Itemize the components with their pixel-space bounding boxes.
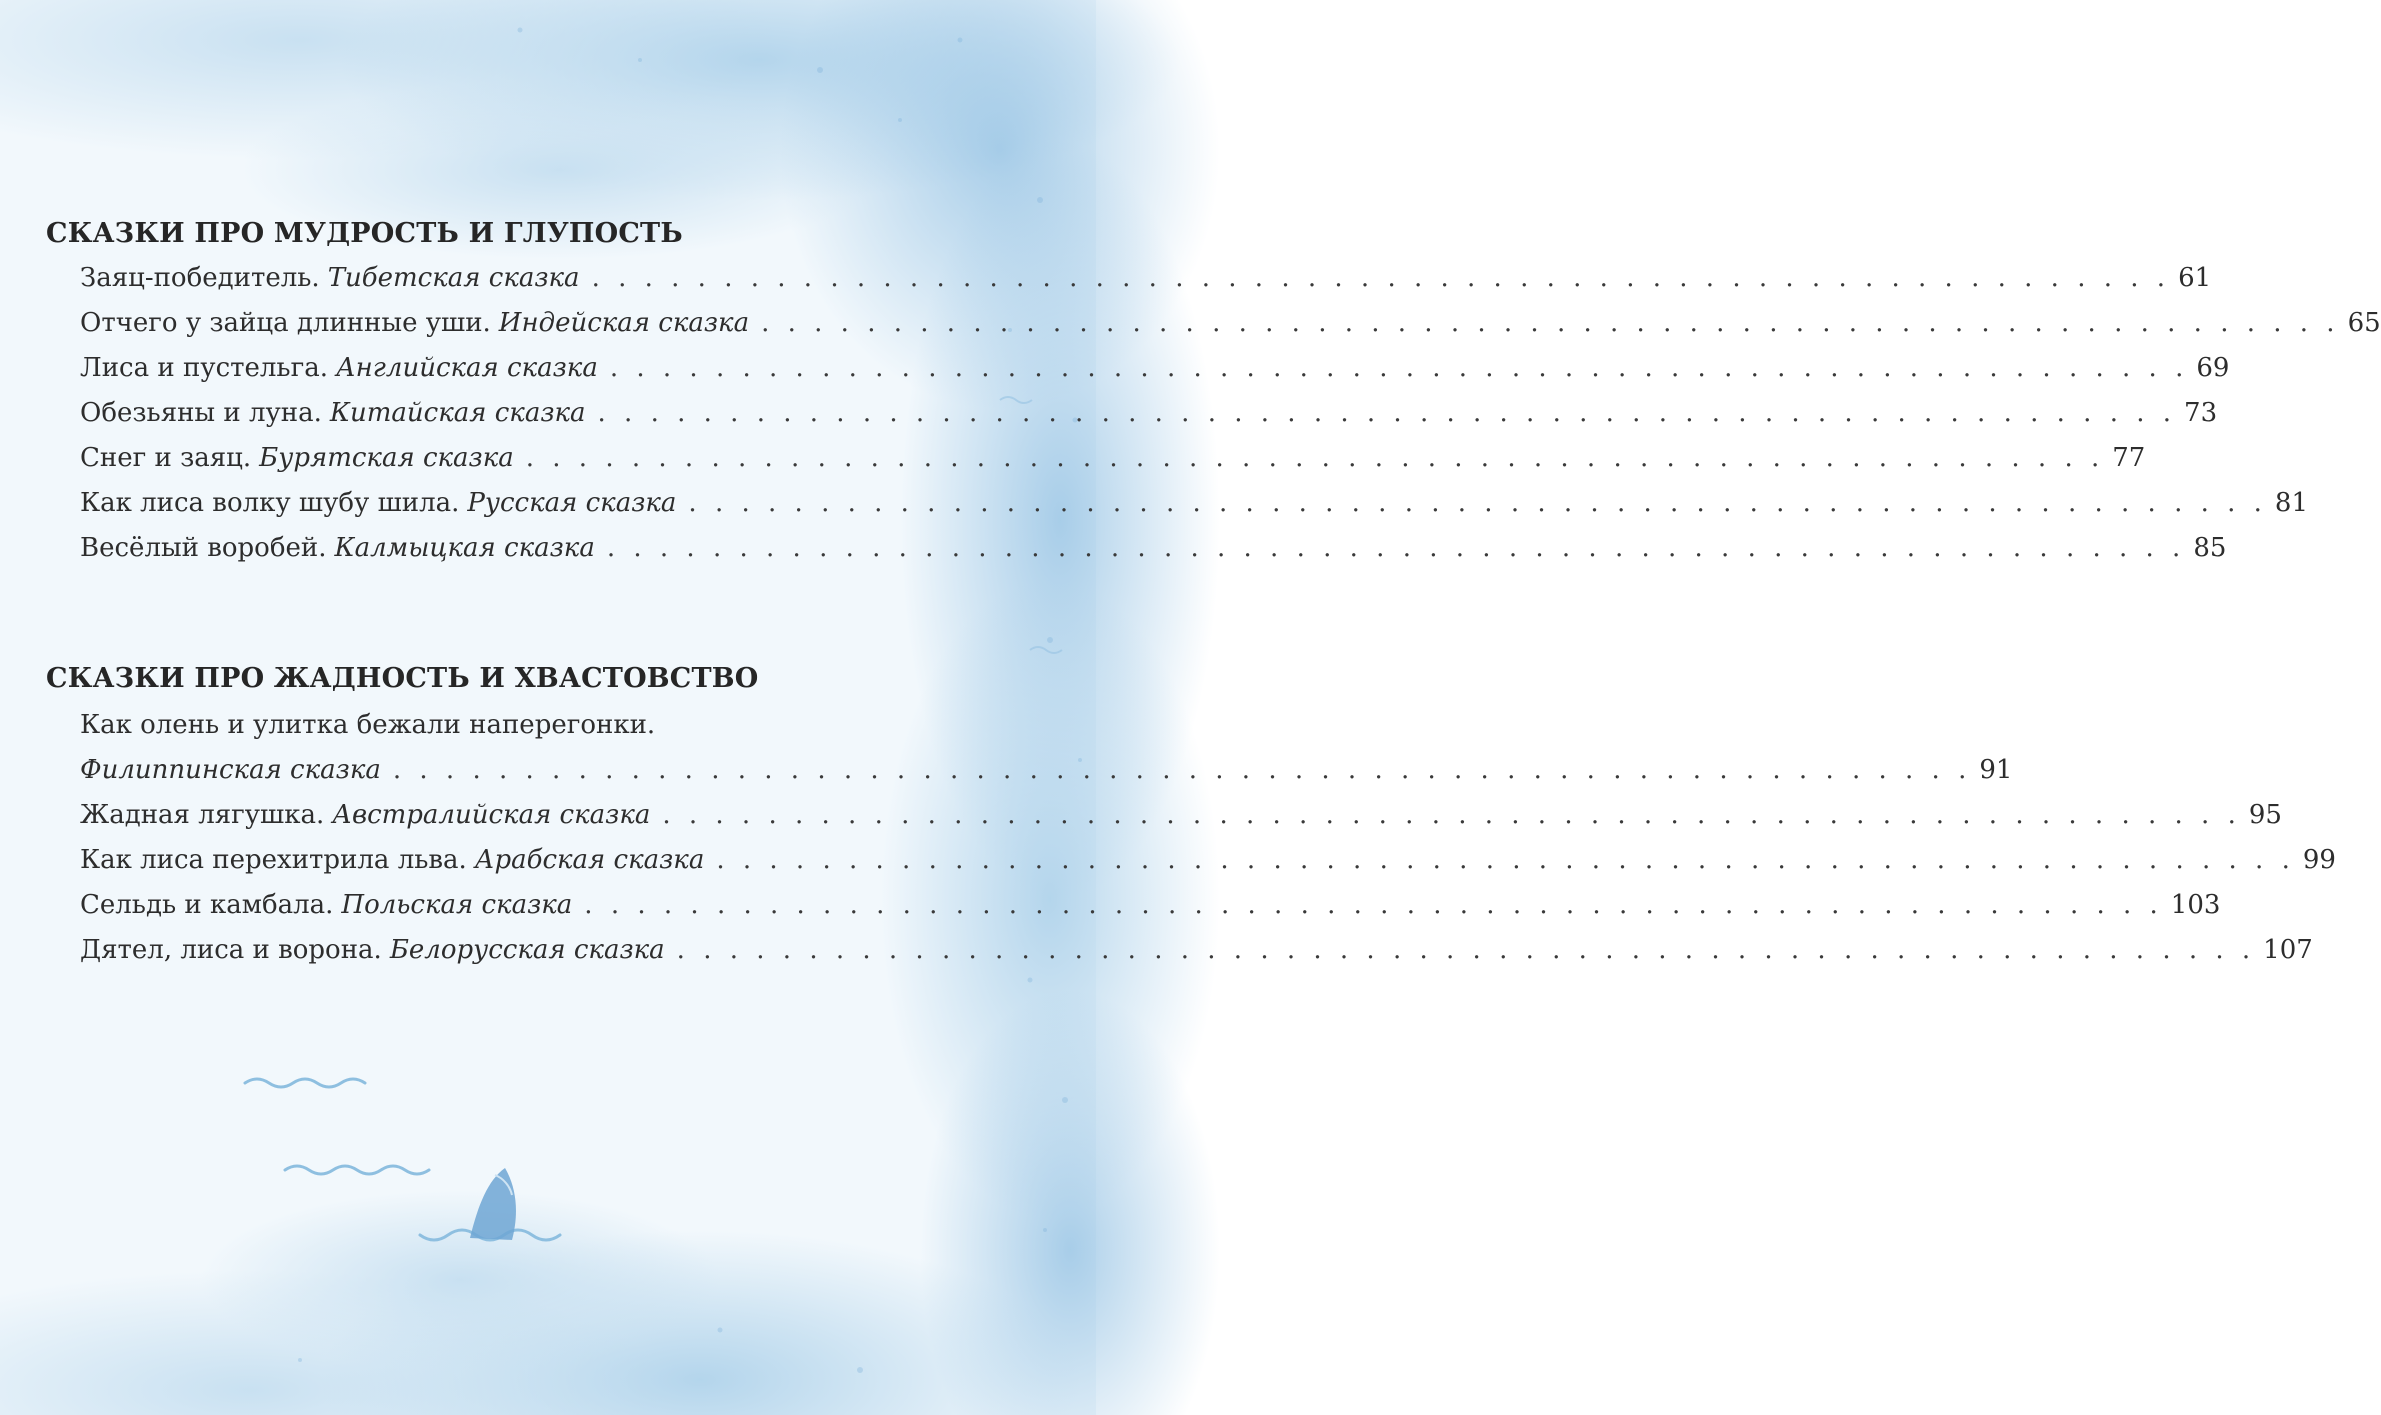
dot-leader: . . . . . . . . . . . . . . . . . . . . . . . . . . . . . . . . . . . . . . . . . . . . . . . . . . . . . . . . . . . . — [606, 533, 2186, 563]
page-number: 61 — [2178, 263, 2212, 293]
toc-entry[interactable] — [80, 443, 2146, 483]
page-number: 69 — [2196, 353, 2230, 383]
entry-title: Как лиса волку шубу шила. — [80, 488, 460, 518]
dot-leader: . . . . . . . . . . . . . . . . . . . . . . . . . . . . . . . . . . . . . . . . . . . . . . . . . . . . . . . . . . . . — [525, 443, 2105, 473]
page-number: 65 — [2347, 308, 2381, 338]
entry-origin: Индейская сказка — [498, 308, 750, 338]
section-heading: СКАЗКИ ПРО МУДРОСТЬ И ГЛУПОСТЬ — [46, 218, 683, 249]
dot-leader: . . . . . . . . . . . . . . . . . . . . . . . . . . . . . . . . . . . . . . . . . . . . . . . . . . . . . . . . . . . . — [676, 935, 2256, 965]
page-number: 85 — [2193, 533, 2227, 563]
page-number: 81 — [2274, 488, 2309, 518]
page-number: 91 — [1979, 755, 2013, 785]
entry-origin: Калмыцкая сказка — [334, 533, 595, 563]
page-number: 99 — [2302, 845, 2336, 875]
toc-entry[interactable] — [80, 398, 2218, 438]
page-number: 73 — [2184, 398, 2218, 428]
entry-title: Весёлый воробей. — [80, 533, 327, 563]
entry-origin: Филиппинская сказка — [80, 755, 381, 785]
toc-entry[interactable] — [80, 533, 2227, 573]
entry-title-line[interactable]: Как олень и улитка бежали наперегонки. — [80, 710, 656, 740]
dot-leader: . . . . . . . . . . . . . . . . . . . . . . . . . . . . . . . . . . . . . . . . . . . . . . . . . . . . . . . . . . . . — [716, 845, 2295, 875]
page-number: 95 — [2248, 800, 2282, 830]
entry-origin: Русская сказка — [467, 488, 677, 518]
dot-leader: . . . . . . . . . . . . . . . . . . . . . . . . . . . . . . . . . . . . . . . . . . . . . . . . . . . . . . . . . . . . — [597, 398, 2177, 428]
toc-entry[interactable] — [80, 488, 2309, 528]
dot-leader: . . . . . . . . . . . . . . . . . . . . . . . . . . . . . . . . . . . . . . . . . . . . . . . . . . . . . . . . . . . . — [591, 263, 2171, 293]
dot-leader: . . . . . . . . . . . . . . . . . . . . . . . . . . . . . . . . . . . . . . . . . . . . . . . . . . . . . . . . . . . . — [609, 353, 2189, 383]
entry-origin: Польская сказка — [341, 890, 573, 920]
page-number: 107 — [2263, 935, 2313, 965]
toc-entry[interactable] — [80, 353, 2230, 393]
entry-origin: Английская сказка — [335, 353, 598, 383]
dot-leader: . . . . . . . . . . . . . . . . . . . . . . . . . . . . . . . . . . . . . . . . . . . . . . . . . . . . . . . . . . . . — [584, 890, 2163, 920]
dot-leader: . . . . . . . . . . . . . . . . . . . . . . . . . . . . . . . . . . . . . . . . . . . . . . . . . . . . . . . . . . . . — [688, 488, 2267, 518]
entry-title: Отчего у зайца длинные уши. — [80, 308, 491, 338]
toc-entry[interactable] — [80, 308, 2381, 348]
entry-title: Снег и заяц. — [80, 443, 252, 473]
section-heading: СКАЗКИ ПРО ЖАДНОСТЬ И ХВАСТОВСТВО — [46, 663, 759, 694]
entry-origin: Тибетская сказка — [327, 263, 580, 293]
entry-origin: Арабская сказка — [474, 845, 705, 875]
entry-origin: Бурятская сказка — [259, 443, 514, 473]
dot-leader: . . . . . . . . . . . . . . . . . . . . . . . . . . . . . . . . . . . . . . . . . . . . . . . . . . . . . . . . . . . . — [392, 755, 1972, 785]
toc-entry[interactable] — [80, 263, 2212, 303]
entry-title: Обезьяны и луна. — [80, 398, 322, 428]
entry-origin: Австралийская сказка — [332, 800, 651, 830]
page-number: 103 — [2170, 890, 2221, 920]
entry-title: Лиса и пустельга. — [80, 353, 328, 383]
dot-leader: . . . . . . . . . . . . . . . . . . . . . . . . . . . . . . . . . . . . . . . . . . . . . . . . . . . . . . . . . . . . — [761, 308, 2340, 338]
toc-entry[interactable] — [80, 755, 2013, 795]
page-number: 77 — [2112, 443, 2146, 473]
entry-title: Сельдь и камбала. — [80, 890, 334, 920]
toc-entry[interactable] — [80, 890, 2221, 930]
entry-origin: Китайская сказка — [329, 398, 586, 428]
toc-entry[interactable] — [80, 845, 2336, 885]
entry-title: Как лиса перехитрила льва. — [80, 845, 467, 875]
dot-leader: . . . . . . . . . . . . . . . . . . . . . . . . . . . . . . . . . . . . . . . . . . . . . . . . . . . . . . . . . . . . — [662, 800, 2241, 830]
toc-entry[interactable] — [80, 800, 2282, 840]
entry-title: Дятел, лиса и ворона. — [80, 935, 382, 965]
toc-entry[interactable] — [80, 935, 2313, 975]
entry-title: Заяц-победитель. — [80, 263, 320, 293]
entry-origin: Белорусская сказка — [389, 935, 665, 965]
entry-title: Жадная лягушка. — [80, 800, 325, 830]
